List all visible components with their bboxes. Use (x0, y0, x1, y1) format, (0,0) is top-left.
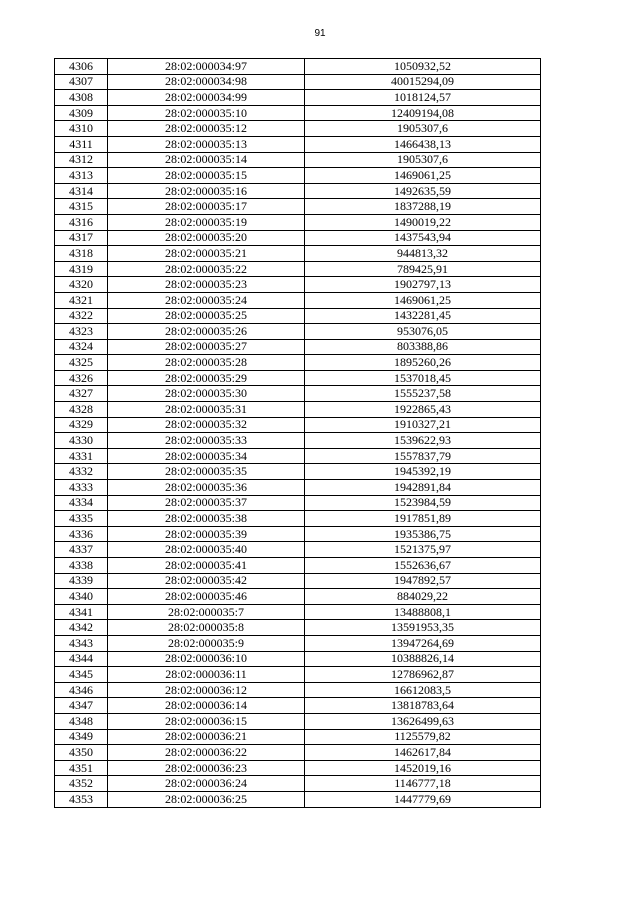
table-row (55, 74, 541, 90)
cadastral-number-cell: 28:02:000036:14 (108, 698, 305, 714)
table-row (55, 355, 541, 371)
table-row (55, 59, 541, 75)
cadastral-number-cell: 28:02:000036:10 (108, 651, 305, 667)
cadastral-value-cell: 1452019,16 (305, 760, 541, 776)
cadastral-number-cell: 28:02:000035:46 (108, 589, 305, 605)
cadastral-value-cell: 1018124,57 (305, 90, 541, 106)
cadastral-number-cell: 28:02:000035:26 (108, 324, 305, 340)
table-row (55, 620, 541, 636)
cadastral-value-cell: 1922865,43 (305, 402, 541, 418)
row-number-cell: 4310 (55, 121, 108, 137)
cadastral-number-cell: 28:02:000036:23 (108, 760, 305, 776)
page-number: 91 (314, 28, 326, 39)
cadastral-number-cell: 28:02:000035:25 (108, 308, 305, 324)
table-row (55, 604, 541, 620)
cadastral-number-cell: 28:02:000036:25 (108, 791, 305, 807)
table-row (55, 292, 541, 308)
table-row (55, 386, 541, 402)
cadastral-number-cell: 28:02:000035:37 (108, 495, 305, 511)
row-number-cell: 4313 (55, 168, 108, 184)
cadastral-value-cell: 1539622,93 (305, 433, 541, 449)
cadastral-number-cell: 28:02:000034:98 (108, 74, 305, 90)
cadastral-number-cell: 28:02:000035:13 (108, 136, 305, 152)
cadastral-number-cell: 28:02:000035:35 (108, 464, 305, 480)
cadastral-value-cell: 1447779,69 (305, 791, 541, 807)
cadastral-number-cell: 28:02:000035:10 (108, 105, 305, 121)
cadastral-value-cell: 1521375,97 (305, 542, 541, 558)
row-number-cell: 4337 (55, 542, 108, 558)
cadastral-value-cell: 1942891,84 (305, 480, 541, 496)
row-number-cell: 4316 (55, 214, 108, 230)
table-row (55, 339, 541, 355)
table-row (55, 136, 541, 152)
table-row (55, 402, 541, 418)
cadastral-value-cell: 1146777,18 (305, 776, 541, 792)
row-number-cell: 4311 (55, 136, 108, 152)
table-row (55, 370, 541, 386)
cadastral-number-cell: 28:02:000035:9 (108, 635, 305, 651)
cadastral-value-cell: 1537018,45 (305, 370, 541, 386)
table-row (55, 433, 541, 449)
cadastral-value-cell: 1947892,57 (305, 573, 541, 589)
table-body (55, 59, 541, 808)
row-number-cell: 4352 (55, 776, 108, 792)
cadastral-value-cell: 1437543,94 (305, 230, 541, 246)
row-number-cell: 4346 (55, 682, 108, 698)
cadastral-value-cell: 884029,22 (305, 589, 541, 605)
cadastral-value-cell: 1935386,75 (305, 526, 541, 542)
cadastral-number-cell: 28:02:000035:27 (108, 339, 305, 355)
row-number-cell: 4341 (55, 604, 108, 620)
row-number-cell: 4339 (55, 573, 108, 589)
cadastral-number-cell: 28:02:000035:16 (108, 183, 305, 199)
cadastral-number-cell: 28:02:000035:28 (108, 355, 305, 371)
row-number-cell: 4309 (55, 105, 108, 121)
row-number-cell: 4350 (55, 745, 108, 761)
cadastral-number-cell: 28:02:000034:99 (108, 90, 305, 106)
cadastral-value-cell: 12786962,87 (305, 667, 541, 683)
row-number-cell: 4321 (55, 292, 108, 308)
table-row (55, 246, 541, 262)
row-number-cell: 4351 (55, 760, 108, 776)
cadastral-value-cell: 803388,86 (305, 339, 541, 355)
row-number-cell: 4333 (55, 480, 108, 496)
cadastral-number-cell: 28:02:000034:97 (108, 59, 305, 75)
row-number-cell: 4331 (55, 448, 108, 464)
cadastral-number-cell: 28:02:000035:22 (108, 261, 305, 277)
table-row (55, 776, 541, 792)
cadastral-value-cell: 13591953,35 (305, 620, 541, 636)
cadastral-number-cell: 28:02:000035:17 (108, 199, 305, 215)
table-row (55, 542, 541, 558)
row-number-cell: 4329 (55, 417, 108, 433)
cadastral-value-cell: 1902797,13 (305, 277, 541, 293)
cadastral-value-cell: 1905307,6 (305, 152, 541, 168)
row-number-cell: 4306 (55, 59, 108, 75)
row-number-cell: 4322 (55, 308, 108, 324)
cadastral-value-cell: 944813,32 (305, 246, 541, 262)
table-row (55, 168, 541, 184)
table-row (55, 277, 541, 293)
cadastral-value-cell: 1917851,89 (305, 511, 541, 527)
table-row (55, 230, 541, 246)
row-number-cell: 4320 (55, 277, 108, 293)
cadastral-number-cell: 28:02:000035:24 (108, 292, 305, 308)
row-number-cell: 4348 (55, 713, 108, 729)
row-number-cell: 4343 (55, 635, 108, 651)
cadastral-number-cell: 28:02:000035:40 (108, 542, 305, 558)
row-number-cell: 4328 (55, 402, 108, 418)
cadastral-value-cell: 13818783,64 (305, 698, 541, 714)
cadastral-number-cell: 28:02:000035:39 (108, 526, 305, 542)
cadastral-number-cell: 28:02:000035:31 (108, 402, 305, 418)
cadastral-number-cell: 28:02:000035:34 (108, 448, 305, 464)
cadastral-number-cell: 28:02:000035:23 (108, 277, 305, 293)
table-row (55, 729, 541, 745)
cadastral-number-cell: 28:02:000036:11 (108, 667, 305, 683)
cadastral-value-cell: 13488808,1 (305, 604, 541, 620)
row-number-cell: 4342 (55, 620, 108, 636)
row-number-cell: 4325 (55, 355, 108, 371)
cadastral-number-cell: 28:02:000035:14 (108, 152, 305, 168)
table-row (55, 152, 541, 168)
cadastral-number-cell: 28:02:000035:21 (108, 246, 305, 262)
row-number-cell: 4327 (55, 386, 108, 402)
cadastral-number-cell: 28:02:000035:29 (108, 370, 305, 386)
table-row (55, 105, 541, 121)
row-number-cell: 4332 (55, 464, 108, 480)
table-row (55, 214, 541, 230)
table-row (55, 464, 541, 480)
cadastral-value-cell: 13947264,69 (305, 635, 541, 651)
row-number-cell: 4324 (55, 339, 108, 355)
cadastral-number-cell: 28:02:000036:12 (108, 682, 305, 698)
cadastral-value-cell: 1125579,82 (305, 729, 541, 745)
row-number-cell: 4307 (55, 74, 108, 90)
table-row (55, 417, 541, 433)
row-number-cell: 4312 (55, 152, 108, 168)
table-row (55, 745, 541, 761)
cadastral-value-cell: 1490019,22 (305, 214, 541, 230)
table-row (55, 495, 541, 511)
cadastral-number-cell: 28:02:000035:7 (108, 604, 305, 620)
row-number-cell: 4338 (55, 558, 108, 574)
row-number-cell: 4314 (55, 183, 108, 199)
table-row (55, 526, 541, 542)
row-number-cell: 4330 (55, 433, 108, 449)
table-row (55, 308, 541, 324)
table-row (55, 760, 541, 776)
table-row (55, 635, 541, 651)
cadastral-value-cell: 13626499,63 (305, 713, 541, 729)
cadastral-value-cell: 1555237,58 (305, 386, 541, 402)
cadastral-number-cell: 28:02:000035:42 (108, 573, 305, 589)
cadastral-value-cell: 1492635,59 (305, 183, 541, 199)
row-number-cell: 4326 (55, 370, 108, 386)
cadastral-number-cell: 28:02:000036:15 (108, 713, 305, 729)
cadastral-value-cell: 1466438,13 (305, 136, 541, 152)
cadastral-value-cell: 1469061,25 (305, 168, 541, 184)
cadastral-number-cell: 28:02:000036:24 (108, 776, 305, 792)
table-row (55, 121, 541, 137)
cadastral-value-cell: 12409194,08 (305, 105, 541, 121)
row-number-cell: 4317 (55, 230, 108, 246)
cadastral-number-cell: 28:02:000035:15 (108, 168, 305, 184)
cadastral-number-cell: 28:02:000035:12 (108, 121, 305, 137)
table-row (55, 511, 541, 527)
table-row (55, 448, 541, 464)
cadastral-value-cell: 1910327,21 (305, 417, 541, 433)
cadastral-number-cell: 28:02:000035:33 (108, 433, 305, 449)
row-number-cell: 4336 (55, 526, 108, 542)
cadastral-number-cell: 28:02:000035:20 (108, 230, 305, 246)
table-row (55, 183, 541, 199)
row-number-cell: 4315 (55, 199, 108, 215)
cadastral-value-cell: 1523984,59 (305, 495, 541, 511)
cadastral-number-cell: 28:02:000035:19 (108, 214, 305, 230)
cadastral-value-cell: 1462617,84 (305, 745, 541, 761)
cadastral-number-cell: 28:02:000035:8 (108, 620, 305, 636)
table-row (55, 713, 541, 729)
table-row (55, 480, 541, 496)
cadastral-value-cell: 1945392,19 (305, 464, 541, 480)
cadastral-value-cell: 1469061,25 (305, 292, 541, 308)
row-number-cell: 4319 (55, 261, 108, 277)
table-row (55, 261, 541, 277)
cadastral-value-cell: 40015294,09 (305, 74, 541, 90)
row-number-cell: 4353 (55, 791, 108, 807)
cadastral-value-cell: 1432281,45 (305, 308, 541, 324)
table-row (55, 573, 541, 589)
cadastral-value-cell: 1050932,52 (305, 59, 541, 75)
cadastral-value-cell: 16612083,5 (305, 682, 541, 698)
table-row (55, 324, 541, 340)
cadastral-value-cell: 789425,91 (305, 261, 541, 277)
cadastral-value-cell: 1552636,67 (305, 558, 541, 574)
table-row (55, 667, 541, 683)
table-row (55, 558, 541, 574)
table-row (55, 651, 541, 667)
cadastral-value-table (54, 58, 541, 808)
cadastral-number-cell: 28:02:000035:32 (108, 417, 305, 433)
table-row (55, 791, 541, 807)
cadastral-value-cell: 1895260,26 (305, 355, 541, 371)
table-row (55, 682, 541, 698)
cadastral-value-cell: 953076,05 (305, 324, 541, 340)
cadastral-number-cell: 28:02:000036:21 (108, 729, 305, 745)
cadastral-value-cell: 1557837,79 (305, 448, 541, 464)
row-number-cell: 4323 (55, 324, 108, 340)
cadastral-number-cell: 28:02:000035:36 (108, 480, 305, 496)
row-number-cell: 4340 (55, 589, 108, 605)
row-number-cell: 4335 (55, 511, 108, 527)
cadastral-number-cell: 28:02:000036:22 (108, 745, 305, 761)
table-row (55, 589, 541, 605)
cadastral-number-cell: 28:02:000035:41 (108, 558, 305, 574)
cadastral-number-cell: 28:02:000035:30 (108, 386, 305, 402)
row-number-cell: 4334 (55, 495, 108, 511)
row-number-cell: 4344 (55, 651, 108, 667)
table-row (55, 90, 541, 106)
row-number-cell: 4318 (55, 246, 108, 262)
cadastral-value-cell: 10388826,14 (305, 651, 541, 667)
row-number-cell: 4308 (55, 90, 108, 106)
cadastral-value-cell: 1837288,19 (305, 199, 541, 215)
row-number-cell: 4345 (55, 667, 108, 683)
table-row (55, 199, 541, 215)
cadastral-value-cell: 1905307,6 (305, 121, 541, 137)
row-number-cell: 4349 (55, 729, 108, 745)
row-number-cell: 4347 (55, 698, 108, 714)
table-row (55, 698, 541, 714)
cadastral-number-cell: 28:02:000035:38 (108, 511, 305, 527)
